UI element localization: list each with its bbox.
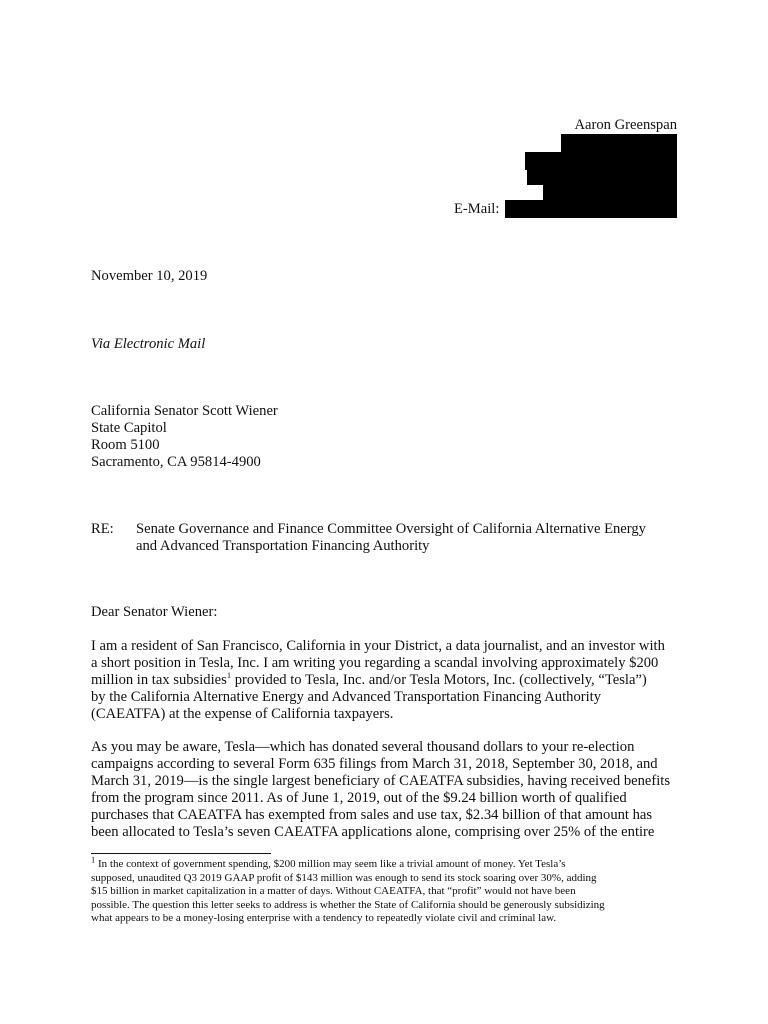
footnote-text: In the context of government spending, $200 million may seem like a trivial amount of money. Yet Tesla’s: [95, 858, 566, 870]
salutation: Dear Senator Wiener:: [91, 604, 218, 620]
footnote: [91, 854, 691, 926]
recipient-line: State Capitol: [91, 420, 167, 436]
sender-name: Aaron Greenspan: [574, 117, 677, 133]
letter-date: November 10, 2019: [91, 268, 208, 284]
paragraph-line: by the California Alternative Energy and Advanced Transportation Financing Authority: [91, 689, 602, 705]
recipient-line: California Senator Scott Wiener: [91, 403, 278, 419]
paragraph-line: campaigns according to several Form 635 filings from March 31, 2018, September 30, 2018, and: [91, 756, 658, 772]
paragraph-line: I am a resident of San Francisco, California in your District, a data journalist, and an investor with: [91, 638, 665, 654]
body-paragraph-1: [91, 638, 691, 723]
paragraph-line: purchases that CAEATFA has exempted from sales and use tax, $2.34 billion of that amount has: [91, 807, 653, 823]
footnote-reference: 1: [226, 670, 232, 681]
footnote-separator: [91, 853, 271, 854]
recipient-line: Sacramento, CA 95814-4900: [91, 454, 261, 470]
re-label: RE:: [91, 521, 114, 537]
delivery-method: Via Electronic Mail: [91, 336, 206, 352]
redacted-email: [505, 200, 677, 218]
email-label: E-Mail:: [454, 201, 500, 217]
paragraph-line: [91, 672, 691, 689]
body-paragraph-2: [91, 739, 691, 841]
paragraph-line: from the program since 2011. As of June 1, 2019, out of the $9.24 billion worth of qualified: [91, 790, 627, 806]
paragraph-line: As you may be aware, Tesla—which has donated several thousand dollars to your re-election: [91, 739, 635, 755]
paragraph-text: provided to Tesla, Inc. and/or Tesla Motors, Inc. (collectively, “Tesla”): [231, 672, 647, 688]
paragraph-line: a short position in Tesla, Inc. I am writing you regarding a scandal involving approximately $200: [91, 655, 659, 671]
footnote-line: $15 billion in market capitalization in a matter of days. Without CAEATFA, that “profit” would not have been: [91, 885, 576, 898]
paragraph-line: (CAEATFA) at the expense of California taxpayers.: [91, 706, 394, 722]
footnote-line: supposed, unaudited Q3 2019 GAAP profit of $143 million was enough to send its stock soaring over 30%, adding: [91, 871, 597, 884]
recipient-address: [91, 403, 691, 471]
footnote-line: [91, 854, 691, 872]
recipient-line: Room 5100: [91, 437, 160, 453]
redacted-address-line-1: [561, 134, 677, 152]
paragraph-line: March 31, 2019—is the single largest beneficiary of CAEATFA subsidies, having received benefits: [91, 773, 671, 789]
footnote-marker: 1: [91, 854, 96, 865]
re-subject: [136, 521, 646, 555]
paragraph-text: million in tax subsidies: [91, 672, 227, 688]
footnote-line: possible. The question this letter seeks to address is whether the State of California should be generously subsidizing: [91, 898, 605, 911]
redacted-phone: [543, 183, 677, 201]
footnote-line: what appears to be a money-losing enterprise with a tendency to repeatedly violate civil and criminal law.: [91, 912, 557, 925]
re-subject-line: Senate Governance and Finance Committee Oversight of California Alternative Energy: [136, 521, 646, 537]
re-subject-line: and Advanced Transportation Financing Authority: [136, 538, 430, 554]
paragraph-line: been allocated to Tesla’s seven CAEATFA applications alone, comprising over 25% of the entire: [91, 824, 655, 840]
